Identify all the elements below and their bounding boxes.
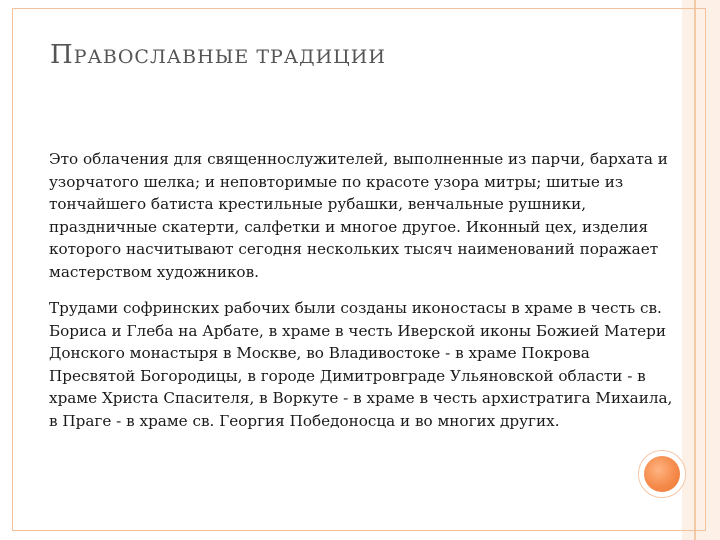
- slide-body: [49, 148, 674, 432]
- paragraph-1: Это облачения для священнослужителей, выполненные из парчи, бархата и узорчатого шелка; и неповторимые по красоте узора митры; шитые из тончайшего батиста крестильные рубашки, венчальные рушники, праздничные скатерти, салфетки и многое другое. Иконный цех, изделия которого насчитывают сегодня нескольких тысяч наименований поражает мастерством художников.: [49, 150, 668, 281]
- slide-title: [50, 40, 386, 72]
- paragraph-2: Трудами софринских рабочих были созданы иконостасы в храме в честь св. Бориса и Глеба на Арбате, в храме в честь Иверской иконы Божией Матери Донского монастыря в Москве, во Владивостоке - в храме Покрова Пресвятой Богородицы, в городе Димитровграде Ульяновской области - в храме Христа Спасителя, в Воркуте - в храме в честь архистратига Михаила, в Праге - в храме св. Георгия Победоносца и во многих других.: [49, 299, 673, 430]
- slide-title-rest: РАВОСЛАВНЫЕ ТРАДИЦИИ: [73, 46, 386, 68]
- decorative-circle-fill: [644, 456, 680, 492]
- slide-title-initial: П: [50, 40, 74, 70]
